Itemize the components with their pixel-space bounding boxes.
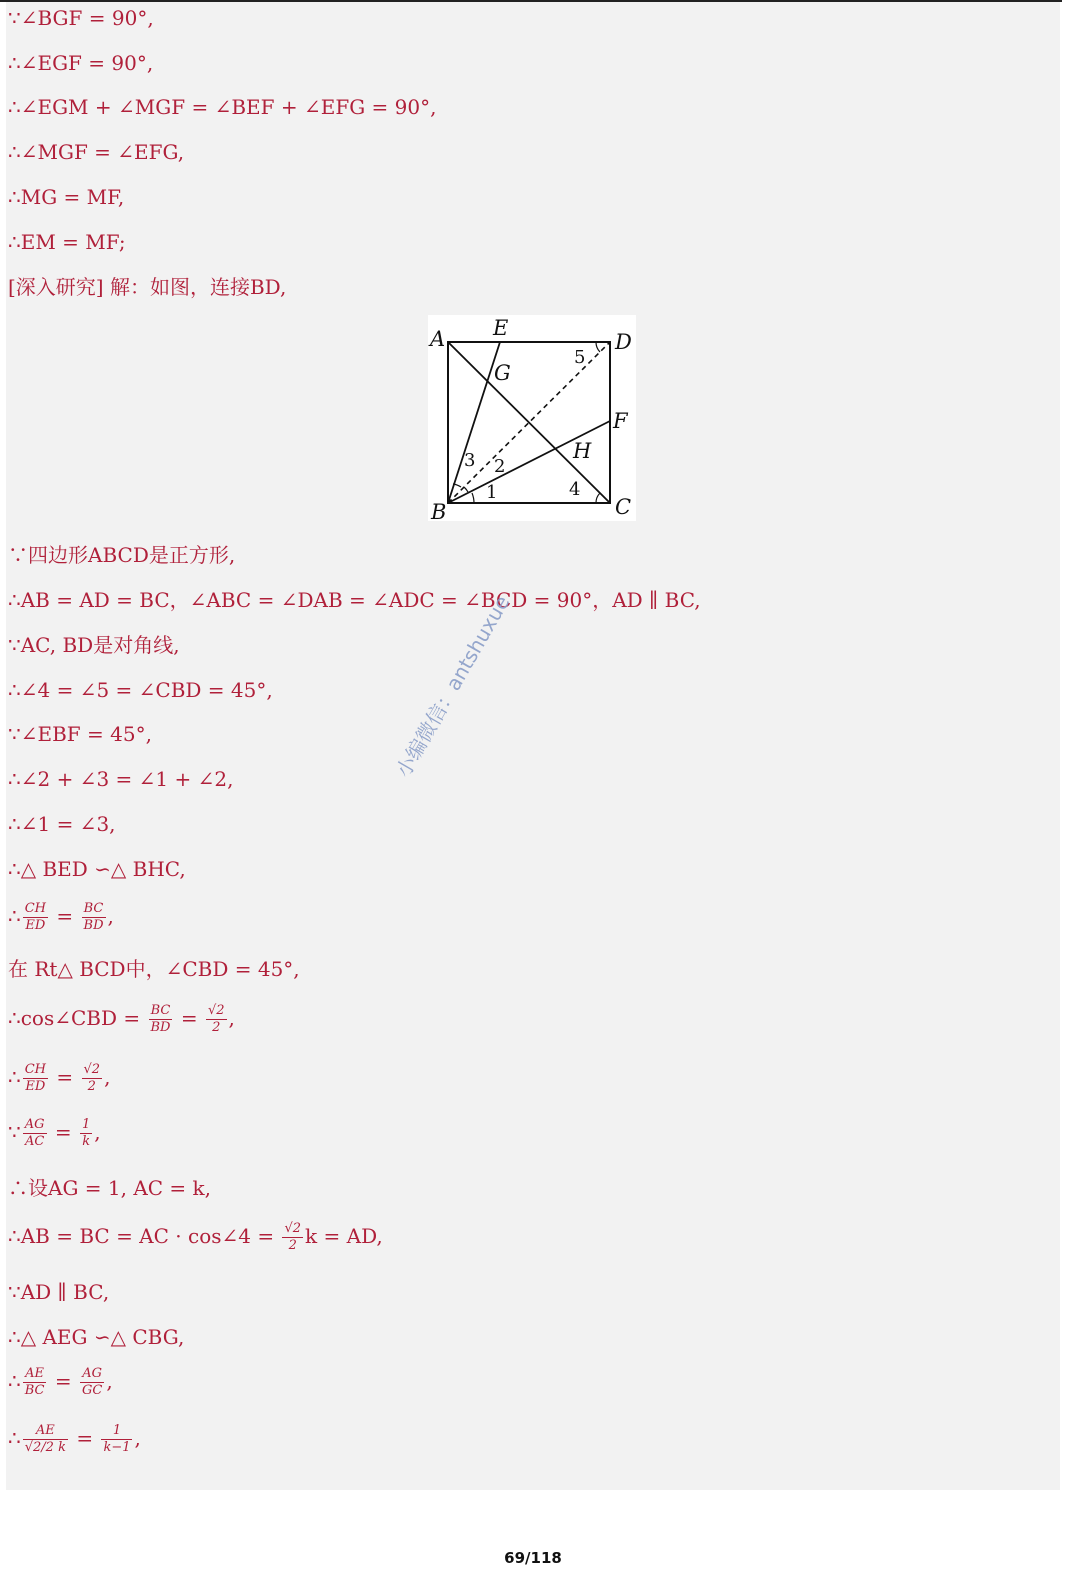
fraction-ag-ac — [23, 1118, 47, 1149]
numerator: AE — [23, 1424, 68, 1440]
fraction-ae-bc — [23, 1367, 47, 1398]
fraction-bc-bd — [149, 1004, 173, 1035]
denominator: √2/2 k — [24, 1440, 66, 1455]
denominator: AC — [24, 1134, 45, 1149]
numerator: CH — [24, 901, 47, 916]
numerator: BC — [149, 1004, 173, 1020]
denominator: BD — [150, 1020, 171, 1035]
fraction-ag-gc — [80, 1367, 104, 1398]
proof-line-16 — [8, 902, 114, 933]
line-prefix: ∴ — [8, 904, 21, 928]
fraction-ae-root2k — [23, 1424, 68, 1455]
label-h: H — [573, 439, 592, 463]
denominator: ED — [25, 918, 46, 933]
proof-line-18 — [8, 1004, 235, 1035]
proof-line-8: ∵四边形ABCD是正方形, — [8, 543, 236, 567]
proof-line-6: ∴EM = MF; — [8, 230, 126, 254]
angle-3-label: 3 — [464, 450, 476, 471]
numerator: AG — [24, 1117, 45, 1132]
angle-1-label: 1 — [486, 482, 498, 503]
angle-2-arc — [464, 487, 468, 492]
proof-line-15: ∴△ BED ∽△ BHC, — [8, 857, 186, 881]
proof-line-24: ∴△ AEG ∽△ CBG, — [8, 1325, 185, 1349]
fraction-ch-ed — [23, 1063, 48, 1094]
line-suffix: , — [134, 1426, 141, 1450]
fraction-1-k-minus-1 — [101, 1424, 132, 1455]
equals-sign: = — [56, 1065, 74, 1089]
equals-sign: = — [54, 1369, 72, 1393]
denominator: 2 — [288, 1238, 297, 1253]
proof-line-1: ∵∠BGF = 90°, — [8, 6, 154, 30]
line-prefix: ∴ — [8, 1426, 21, 1450]
watermark: 小编微信：antshuxue — [390, 591, 515, 782]
label-a: A — [430, 327, 446, 351]
angle-1-arc — [472, 493, 474, 503]
proof-line-13: ∴∠2 + ∠3 = ∠1 + ∠2, — [8, 767, 234, 791]
angle-4-arc — [596, 493, 600, 503]
equals-sign: = — [54, 1120, 72, 1144]
section-heading: [深入研究] 解：如图，连接BD, — [8, 275, 287, 299]
fraction-root2-2 — [206, 1004, 227, 1035]
line-suffix: , — [106, 1369, 113, 1393]
proof-line-2: ∴∠EGF = 90°, — [8, 51, 154, 75]
equals-sign: = — [56, 904, 74, 928]
label-c: C — [615, 495, 632, 519]
angle-4-label: 4 — [569, 479, 581, 500]
label-f: F — [613, 409, 628, 433]
numerator: √2 — [284, 1221, 302, 1236]
line-prefix: ∴ — [8, 1369, 21, 1393]
proof-line-21: ∴设AG = 1, AC = k, — [8, 1176, 212, 1200]
proof-line-5: ∴MG = MF, — [8, 185, 125, 209]
proof-line-14: ∴∠1 = ∠3, — [8, 812, 116, 836]
numerator: AG — [80, 1367, 104, 1383]
numerator: 1 — [101, 1424, 132, 1440]
square-diagram — [428, 315, 636, 521]
fraction-bc-bd — [82, 902, 106, 933]
page-sheet — [6, 2, 1060, 1490]
line-prefix: ∴cos∠CBD = — [8, 1006, 141, 1030]
proof-line-26 — [8, 1424, 141, 1455]
proof-line-19 — [8, 1063, 110, 1094]
numerator: √2 — [207, 1003, 225, 1018]
page-number: 69/118 — [504, 1549, 562, 1567]
denominator: ED — [25, 1079, 46, 1094]
denominator: k — [82, 1134, 91, 1149]
line-suffix: k = AD, — [305, 1224, 383, 1248]
proof-line-11: ∴∠4 = ∠5 = ∠CBD = 45°, — [8, 678, 273, 702]
proof-line-17: 在 Rt△ BCD中，∠CBD = 45°, — [8, 957, 300, 981]
proof-line-3: ∴∠EGM + ∠MGF = ∠BEF + ∠EFG = 90°, — [8, 95, 437, 119]
label-g: G — [494, 361, 511, 385]
numerator: AE — [23, 1367, 47, 1383]
line-suffix: , — [104, 1065, 111, 1089]
label-d: D — [615, 330, 632, 354]
line-suffix: , — [228, 1006, 235, 1030]
angle-5-label: 5 — [574, 347, 586, 368]
line-prefix: ∵ — [8, 1120, 21, 1144]
denominator: GC — [81, 1383, 103, 1398]
denominator: 2 — [212, 1020, 221, 1035]
geometry-figure — [428, 315, 636, 521]
equals-sign: = — [76, 1426, 94, 1450]
proof-line-20 — [8, 1118, 101, 1149]
denominator: k−1 — [103, 1440, 131, 1455]
denominator: BD — [83, 918, 104, 933]
fraction-ch-ed — [23, 902, 48, 933]
numerator: 1 — [82, 1117, 91, 1132]
numerator: CH — [24, 1062, 47, 1077]
label-b: B — [431, 500, 447, 521]
equals-sign: = — [180, 1006, 198, 1030]
line-suffix: , — [94, 1120, 101, 1144]
fraction-root2-2 — [282, 1222, 303, 1253]
numerator: √2 — [83, 1062, 101, 1077]
fraction-root2-2 — [82, 1063, 103, 1094]
angle-5-arc — [596, 342, 600, 352]
fraction-1-k — [80, 1118, 92, 1149]
denominator: 2 — [87, 1079, 96, 1094]
label-e: E — [493, 316, 509, 340]
proof-line-23: ∵AD ∥ BC, — [8, 1280, 110, 1304]
angle-2-label: 2 — [494, 456, 506, 477]
proof-line-22 — [8, 1222, 383, 1253]
proof-line-4: ∴∠MGF = ∠EFG, — [8, 140, 185, 164]
denominator: BC — [24, 1383, 45, 1398]
line-suffix: , — [107, 904, 114, 928]
proof-line-25 — [8, 1367, 113, 1398]
segment-be — [448, 342, 500, 503]
line-prefix: ∴ — [8, 1065, 21, 1089]
proof-line-12: ∵∠EBF = 45°, — [8, 722, 152, 746]
line-prefix: ∴AB = BC = AC · cos∠4 = — [8, 1224, 275, 1248]
proof-line-10: ∵AC, BD是对角线, — [8, 633, 180, 657]
proof-line-9: ∴AB = AD = BC，∠ABC = ∠DAB = ∠ADC = ∠BCD = 90°，AD ∥ BC, — [8, 588, 701, 612]
numerator: BC — [82, 902, 106, 918]
